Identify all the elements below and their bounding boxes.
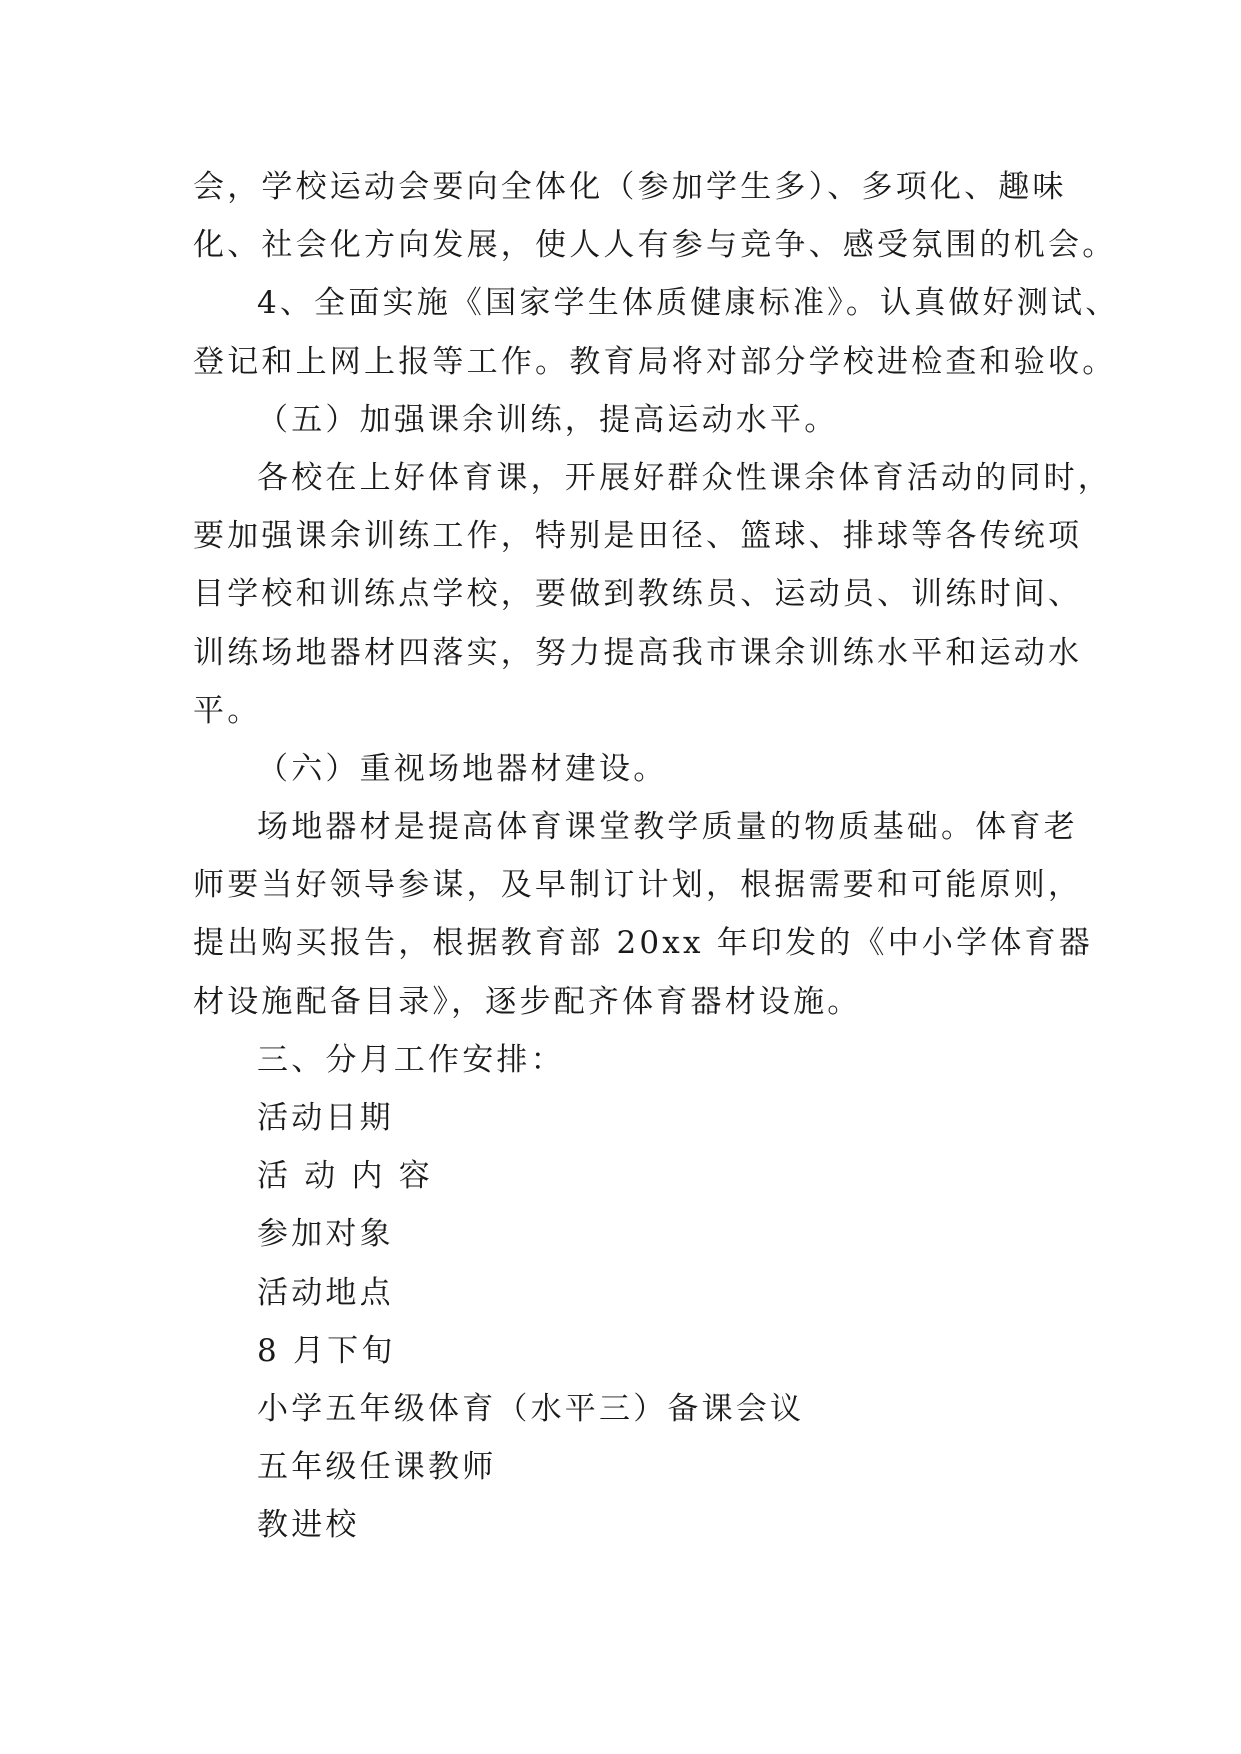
table-cell-date: 8 月下旬 xyxy=(257,1332,396,1369)
paragraph-line: 会，学校运动会要向全体化（参加学生多）、多项化、趣味 xyxy=(193,169,1067,205)
paragraph-line: 提出购买报告，根据教育部 20xx 年印发的《中小学体育器 xyxy=(193,925,1093,962)
paragraph-line: 4、全面实施《国家学生体质健康标准》。认真做好测试、 xyxy=(257,285,1120,322)
table-cell-location: 教进校 xyxy=(257,1507,360,1544)
paragraph-line: 化、社会化方向发展，使人人有参与竞争、感受氛围的机会。 xyxy=(193,227,1117,264)
section-heading: （六）重视场地器材建设。 xyxy=(257,750,668,787)
section-heading: 三、分月工作安排： xyxy=(257,1041,565,1078)
table-cell-content: 小学五年级体育（水平三）备课会议 xyxy=(257,1390,805,1427)
paragraph-line: 要加强课余训练工作，特别是田径、篮球、排球等各传统项 xyxy=(193,518,1083,555)
section-heading: （五）加强课余训练，提高运动水平。 xyxy=(257,401,839,438)
paragraph-line: 登记和上网上报等工作。教育局将对部分学校进检查和验收。 xyxy=(193,343,1117,380)
paragraph-line: 各校在上好体育课，开展好群众性课余体育活动的同时， xyxy=(257,459,1112,496)
paragraph-line: 训练场地器材四落实，努力提高我市课余训练水平和运动水 xyxy=(193,634,1083,671)
table-header-date: 活动日期 xyxy=(257,1100,394,1136)
paragraph-line: 场地器材是提高体育课堂教学质量的物质基础。体育老 xyxy=(257,809,1078,846)
paragraph-line: 师要当好领导参谋，及早制订计划，根据需要和可能原则， xyxy=(193,867,1083,904)
paragraph-line: 目学校和训练点学校，要做到教练员、运动员、训练时间、 xyxy=(193,576,1083,613)
table-cell-participants: 五年级任课教师 xyxy=(257,1449,497,1486)
paragraph-line: 平。 xyxy=(193,692,262,729)
table-header-location: 活动地点 xyxy=(257,1274,394,1311)
table-header-content: 活 动 内 容 xyxy=(257,1158,433,1195)
paragraph-line: 材设施配备目录》，逐步配齐体育器材设施。 xyxy=(193,983,862,1020)
document-body xyxy=(193,158,1120,1555)
table-header-participants: 参加对象 xyxy=(257,1216,394,1253)
